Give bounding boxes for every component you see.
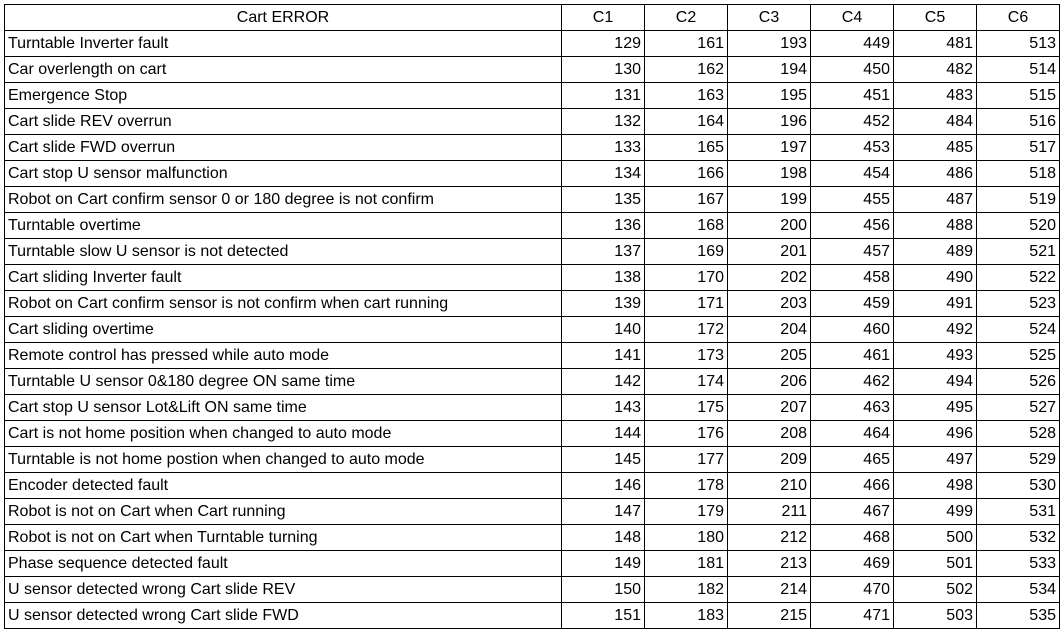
table-row [5, 395, 1060, 421]
error-code-cell-c2: 161 [645, 31, 728, 57]
error-description-cell: Cart sliding Inverter fault [5, 265, 562, 291]
error-code-cell-c6: 522 [977, 265, 1060, 291]
error-code-cell-c3: 208 [728, 421, 811, 447]
error-code-cell-c2: 179 [645, 499, 728, 525]
error-code-cell-c2: 178 [645, 473, 728, 499]
table-row [5, 265, 1060, 291]
error-code-cell-c6: 519 [977, 187, 1060, 213]
error-code-cell-c2: 172 [645, 317, 728, 343]
error-code-cell-c5: 493 [894, 343, 977, 369]
error-code-cell-c5: 502 [894, 577, 977, 603]
error-code-cell-c1: 150 [562, 577, 645, 603]
column-header-c6: C6 [977, 5, 1060, 31]
error-code-cell-c6: 513 [977, 31, 1060, 57]
table-row [5, 291, 1060, 317]
error-code-cell-c6: 534 [977, 577, 1060, 603]
error-code-cell-c1: 144 [562, 421, 645, 447]
table-row [5, 187, 1060, 213]
error-code-cell-c6: 532 [977, 525, 1060, 551]
error-code-cell-c5: 481 [894, 31, 977, 57]
error-code-cell-c3: 198 [728, 161, 811, 187]
error-code-cell-c5: 496 [894, 421, 977, 447]
error-code-cell-c5: 485 [894, 135, 977, 161]
error-code-cell-c1: 137 [562, 239, 645, 265]
error-description-cell: Turntable is not home postion when changed to auto mode [5, 447, 562, 473]
error-code-cell-c1: 147 [562, 499, 645, 525]
error-code-cell-c5: 482 [894, 57, 977, 83]
error-code-cell-c1: 132 [562, 109, 645, 135]
error-description-cell: Robot on Cart confirm sensor is not confirm when cart running [5, 291, 562, 317]
table-row [5, 577, 1060, 603]
error-description-cell: Cart stop U sensor Lot&Lift ON same time [5, 395, 562, 421]
error-code-cell-c4: 451 [811, 83, 894, 109]
error-code-cell-c6: 523 [977, 291, 1060, 317]
error-code-cell-c6: 518 [977, 161, 1060, 187]
error-code-cell-c2: 167 [645, 187, 728, 213]
error-code-cell-c1: 139 [562, 291, 645, 317]
error-code-cell-c5: 490 [894, 265, 977, 291]
table-row [5, 83, 1060, 109]
error-description-cell: Cart is not home position when changed to auto mode [5, 421, 562, 447]
error-code-cell-c1: 138 [562, 265, 645, 291]
table-row [5, 551, 1060, 577]
error-description-cell: Cart sliding overtime [5, 317, 562, 343]
error-description-cell: Robot on Cart confirm sensor 0 or 180 degree is not confirm [5, 187, 562, 213]
error-code-cell-c5: 492 [894, 317, 977, 343]
error-code-cell-c1: 136 [562, 213, 645, 239]
error-code-cell-c5: 491 [894, 291, 977, 317]
error-code-cell-c6: 525 [977, 343, 1060, 369]
error-code-cell-c4: 457 [811, 239, 894, 265]
table-row [5, 31, 1060, 57]
error-description-cell: U sensor detected wrong Cart slide FWD [5, 603, 562, 629]
error-code-table [4, 4, 1060, 629]
column-header-c4: C4 [811, 5, 894, 31]
error-code-cell-c3: 194 [728, 57, 811, 83]
error-code-cell-c2: 162 [645, 57, 728, 83]
error-code-cell-c2: 164 [645, 109, 728, 135]
error-code-cell-c3: 197 [728, 135, 811, 161]
table-row [5, 161, 1060, 187]
error-description-cell: Turntable overtime [5, 213, 562, 239]
error-code-cell-c3: 195 [728, 83, 811, 109]
error-code-cell-c1: 129 [562, 31, 645, 57]
error-code-cell-c6: 528 [977, 421, 1060, 447]
table-row [5, 369, 1060, 395]
table-row [5, 213, 1060, 239]
error-code-cell-c3: 209 [728, 447, 811, 473]
error-code-cell-c1: 148 [562, 525, 645, 551]
error-code-cell-c4: 465 [811, 447, 894, 473]
error-code-cell-c1: 140 [562, 317, 645, 343]
error-code-cell-c6: 533 [977, 551, 1060, 577]
error-code-cell-c5: 488 [894, 213, 977, 239]
error-code-cell-c1: 145 [562, 447, 645, 473]
column-header-c5: C5 [894, 5, 977, 31]
error-code-cell-c3: 214 [728, 577, 811, 603]
table-row [5, 317, 1060, 343]
error-code-cell-c2: 170 [645, 265, 728, 291]
error-code-cell-c6: 521 [977, 239, 1060, 265]
error-code-cell-c4: 462 [811, 369, 894, 395]
error-code-cell-c2: 177 [645, 447, 728, 473]
error-code-cell-c6: 531 [977, 499, 1060, 525]
table-row [5, 239, 1060, 265]
error-code-cell-c4: 466 [811, 473, 894, 499]
error-code-cell-c3: 213 [728, 551, 811, 577]
error-code-cell-c4: 455 [811, 187, 894, 213]
error-code-cell-c1: 146 [562, 473, 645, 499]
error-code-cell-c5: 497 [894, 447, 977, 473]
error-code-cell-c5: 498 [894, 473, 977, 499]
error-code-cell-c4: 449 [811, 31, 894, 57]
error-code-cell-c2: 183 [645, 603, 728, 629]
error-code-cell-c5: 486 [894, 161, 977, 187]
error-description-cell: Turntable slow U sensor is not detected [5, 239, 562, 265]
error-code-cell-c3: 196 [728, 109, 811, 135]
error-code-cell-c1: 143 [562, 395, 645, 421]
error-code-cell-c2: 171 [645, 291, 728, 317]
error-code-cell-c6: 515 [977, 83, 1060, 109]
error-code-cell-c6: 516 [977, 109, 1060, 135]
table-row [5, 525, 1060, 551]
error-code-cell-c4: 452 [811, 109, 894, 135]
error-code-cell-c3: 201 [728, 239, 811, 265]
error-code-cell-c3: 193 [728, 31, 811, 57]
column-header-c1: C1 [562, 5, 645, 31]
error-code-cell-c5: 495 [894, 395, 977, 421]
error-code-cell-c2: 180 [645, 525, 728, 551]
error-code-cell-c4: 454 [811, 161, 894, 187]
error-description-cell: Phase sequence detected fault [5, 551, 562, 577]
error-code-cell-c1: 141 [562, 343, 645, 369]
error-description-cell: Cart stop U sensor malfunction [5, 161, 562, 187]
error-description-cell: Emergence Stop [5, 83, 562, 109]
error-code-cell-c2: 174 [645, 369, 728, 395]
error-code-cell-c4: 470 [811, 577, 894, 603]
error-code-cell-c3: 204 [728, 317, 811, 343]
error-code-cell-c1: 151 [562, 603, 645, 629]
error-code-cell-c1: 130 [562, 57, 645, 83]
error-code-cell-c4: 469 [811, 551, 894, 577]
error-code-cell-c5: 494 [894, 369, 977, 395]
error-code-cell-c3: 211 [728, 499, 811, 525]
table-row [5, 109, 1060, 135]
error-code-cell-c6: 520 [977, 213, 1060, 239]
error-code-cell-c4: 453 [811, 135, 894, 161]
error-code-cell-c1: 135 [562, 187, 645, 213]
table-row [5, 499, 1060, 525]
error-code-cell-c1: 134 [562, 161, 645, 187]
error-code-cell-c3: 205 [728, 343, 811, 369]
column-header-error: Cart ERROR [5, 5, 562, 31]
error-code-cell-c5: 501 [894, 551, 977, 577]
error-code-cell-c6: 527 [977, 395, 1060, 421]
table-row [5, 135, 1060, 161]
error-code-cell-c5: 483 [894, 83, 977, 109]
error-code-cell-c4: 460 [811, 317, 894, 343]
error-code-cell-c2: 166 [645, 161, 728, 187]
error-code-cell-c6: 517 [977, 135, 1060, 161]
table-row [5, 473, 1060, 499]
error-code-cell-c3: 212 [728, 525, 811, 551]
error-code-cell-c3: 200 [728, 213, 811, 239]
error-code-cell-c1: 142 [562, 369, 645, 395]
error-code-cell-c4: 456 [811, 213, 894, 239]
column-header-c2: C2 [645, 5, 728, 31]
error-description-cell: Turntable Inverter fault [5, 31, 562, 57]
error-code-cell-c2: 181 [645, 551, 728, 577]
error-code-cell-c3: 215 [728, 603, 811, 629]
error-code-cell-c5: 489 [894, 239, 977, 265]
error-code-cell-c4: 467 [811, 499, 894, 525]
error-code-cell-c2: 169 [645, 239, 728, 265]
error-code-cell-c4: 463 [811, 395, 894, 421]
error-code-cell-c1: 149 [562, 551, 645, 577]
error-code-cell-c6: 529 [977, 447, 1060, 473]
table-row [5, 343, 1060, 369]
error-code-cell-c6: 526 [977, 369, 1060, 395]
error-code-cell-c5: 487 [894, 187, 977, 213]
table-row [5, 603, 1060, 629]
error-code-cell-c4: 464 [811, 421, 894, 447]
error-description-cell: Car overlength on cart [5, 57, 562, 83]
error-code-cell-c6: 530 [977, 473, 1060, 499]
table-body [5, 31, 1060, 629]
error-code-cell-c2: 176 [645, 421, 728, 447]
error-code-cell-c3: 199 [728, 187, 811, 213]
error-description-cell: Cart slide FWD overrun [5, 135, 562, 161]
error-code-cell-c5: 503 [894, 603, 977, 629]
table-row [5, 421, 1060, 447]
error-code-cell-c5: 484 [894, 109, 977, 135]
error-code-cell-c2: 175 [645, 395, 728, 421]
error-code-cell-c6: 514 [977, 57, 1060, 83]
error-code-cell-c3: 207 [728, 395, 811, 421]
error-code-cell-c4: 461 [811, 343, 894, 369]
error-code-cell-c2: 182 [645, 577, 728, 603]
error-code-cell-c2: 163 [645, 83, 728, 109]
table-row [5, 447, 1060, 473]
error-description-cell: Encoder detected fault [5, 473, 562, 499]
error-code-cell-c6: 535 [977, 603, 1060, 629]
error-code-cell-c1: 133 [562, 135, 645, 161]
error-code-cell-c3: 210 [728, 473, 811, 499]
error-code-cell-c4: 459 [811, 291, 894, 317]
error-code-cell-c4: 458 [811, 265, 894, 291]
error-code-cell-c5: 499 [894, 499, 977, 525]
error-code-cell-c3: 203 [728, 291, 811, 317]
error-code-cell-c3: 206 [728, 369, 811, 395]
table-row [5, 57, 1060, 83]
error-code-cell-c1: 131 [562, 83, 645, 109]
error-code-cell-c3: 202 [728, 265, 811, 291]
error-code-cell-c5: 500 [894, 525, 977, 551]
error-description-cell: Turntable U sensor 0&180 degree ON same time [5, 369, 562, 395]
error-code-cell-c4: 471 [811, 603, 894, 629]
error-description-cell: Cart slide REV overrun [5, 109, 562, 135]
error-code-cell-c6: 524 [977, 317, 1060, 343]
header-row [5, 5, 1060, 31]
error-code-cell-c2: 168 [645, 213, 728, 239]
error-description-cell: Remote control has pressed while auto mode [5, 343, 562, 369]
error-description-cell: U sensor detected wrong Cart slide REV [5, 577, 562, 603]
error-code-cell-c4: 468 [811, 525, 894, 551]
error-description-cell: Robot is not on Cart when Turntable turning [5, 525, 562, 551]
error-code-cell-c2: 165 [645, 135, 728, 161]
column-header-c3: C3 [728, 5, 811, 31]
error-code-cell-c2: 173 [645, 343, 728, 369]
error-code-cell-c4: 450 [811, 57, 894, 83]
error-description-cell: Robot is not on Cart when Cart running [5, 499, 562, 525]
